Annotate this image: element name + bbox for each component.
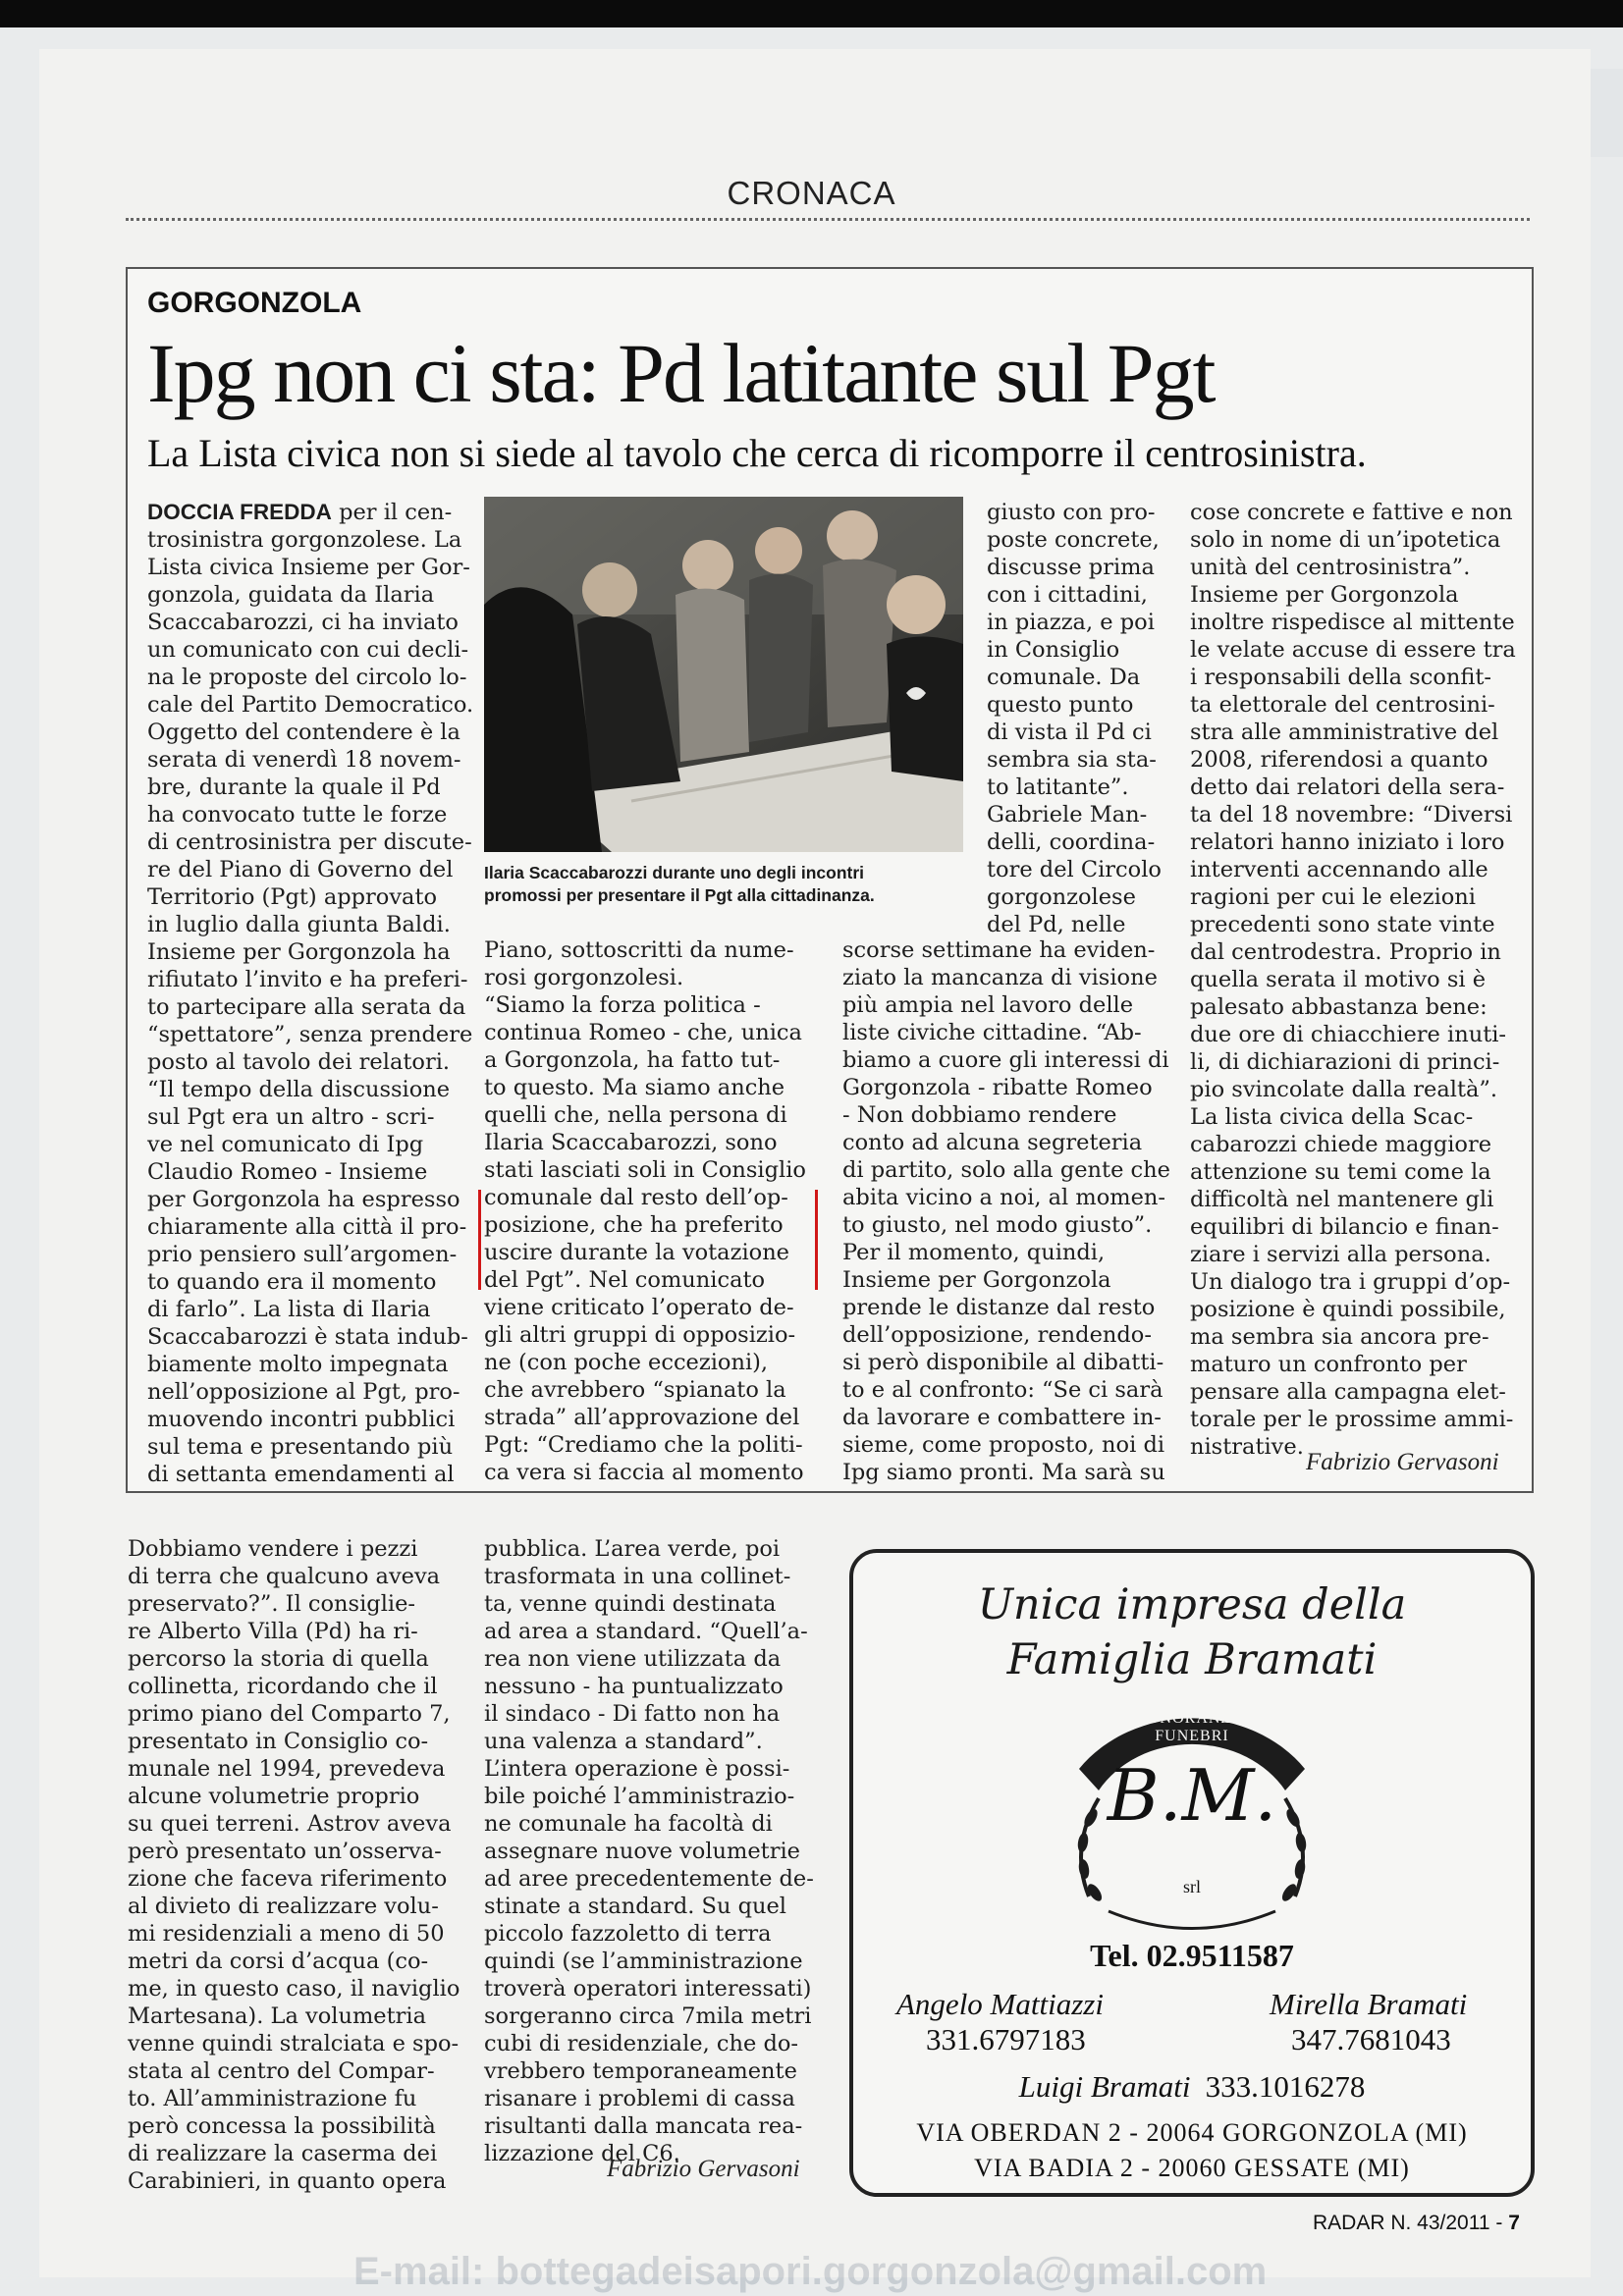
highlight-mark-right xyxy=(815,1190,818,1290)
ad-contact-3-number: 333.1016278 xyxy=(1205,2069,1366,2104)
scan-top-edge xyxy=(0,0,1623,27)
second-article-signature: Fabrizio Gervasoni xyxy=(607,2156,800,2182)
ad-monogram: B.M. xyxy=(1107,1754,1277,1837)
ad-contact-2-number: 347.7681043 xyxy=(1291,2022,1451,2056)
column-1-text: per il cen- trosinistra gorgonzolese. La Lista civica Insieme per Gor- gonzola, guidata da Ilaria Scaccabarozzi, ci ha inviato un comunicato con cui decli- na le proposte del circolo lo- cale del Partito Democratico. Oggetto del contendere è la serata di venerdì 18 novem- bre, durante la quale il Pd ha convocato tutte le forze di centrosinistra per discute- re del Piano di Governo del Territorio (Pgt) approvato in luglio dalla giunta Baldi. Insieme per Gorgonzola ha rifiutato l’invito e ha preferi- to partecipare alla serata da “spettatore”, senza prendere posto al tavolo dei relatori. “Il tempo della discussione sul Pgt era un altro - scri- ve nel comunicato di Ipg Claudio Romeo - Insieme per Gorgonzola ha espresso chiaramente alla città il pro- prio pensiero sull’argomen- to quando era il momento di farlo”. La lista di Ilaria Scaccabarozzi è stata indub- biamente molto impegnata nell’opposizione al Pgt, pro- muovendo incontri pubblici sul tema e presentando più di settanta emendamenti al xyxy=(147,500,474,1487)
ad-contact-2-name: Mirella Bramati xyxy=(1270,1987,1468,2021)
ad-title-line-2: Famiglia Bramati xyxy=(1006,1635,1378,1684)
ad-address-1: VIA OBERDAN 2 - 20064 GORGONZOLA (MI) xyxy=(916,2118,1468,2147)
ad-phone: Tel. 02.9511587 xyxy=(1090,1938,1294,1973)
article-kicker: GORGONZOLA xyxy=(147,287,362,319)
ad-contact-3-name: Luigi Bramati xyxy=(1018,2069,1191,2104)
second-article-column-1: Dobbiamo vendere i pezzi di terra che qualcuno aveva preservato?”. Il consiglie- re Alberto Villa (Pd) ha ri- percorso la storia di quella collinetta, ricordando che il primo piano del Comparto 7, presentato in Consiglio co- munale nel 1994, prevedeva alcune volumetrie proprio su quei terreni. Astrov aveva però presentato un’osserva- zione che faceva riferimento al divieto di realizzare volu- mi residenziali a meno di 50 metri da corsi d’acqua (co- me, in questo caso, il naviglio Martesana). La volumetria venne quindi stralciata e spo- stata al centro del Compar- to. All’amministrazione fu però concessa la possibilità di realizzare la caserma dei Carabinieri, in quanto opera xyxy=(128,1536,460,2194)
article-signature: Fabrizio Gervasoni xyxy=(1306,1449,1499,1475)
ad-contact-3 xyxy=(853,2069,1531,2105)
highlight-mark-left xyxy=(478,1190,481,1290)
ad-address-2: VIA BADIA 2 - 20060 GESSATE (MI) xyxy=(974,2154,1410,2182)
section-dotted-rule xyxy=(126,218,1530,221)
article-column-3-lower: scorse settimane ha eviden- ziato la mancanza di visione più ampia nel lavoro delle liste civiche cittadine. “Ab- biamo a cuore gli interessi di Gorgonzola - ribatte Romeo - Non dobbiamo rendere conto ad alcuna segreteria di partito, solo alla gente che abita vicino a noi, al momen- to giusto, nel modo giusto”. Per il momento, quindi, Insieme per Gorgonzola prende le distanze dal resto dell’opposizione, rendendo- si però disponibile al dibatti- to e al confronto: “Se ci sarà da lavorare e combattere in- sieme, come proposto, noi di Ipg siamo pronti. Ma sarà su xyxy=(842,937,1170,1485)
page-folio xyxy=(1313,2212,1520,2235)
article-column-3-upper: giusto con pro- poste concrete, discusse prima con i cittadini, in piazza, e poi in Consiglio comunale. Da questo punto di vista il Pd ci sembra sia sta- to latitante”. Gabriele Man- delli, coordina- tore del Circolo gorgonzolese del Pd, nelle xyxy=(987,500,1162,937)
article-photo xyxy=(484,497,963,852)
photo-illustration xyxy=(484,497,963,852)
ad-contact-1-number: 331.6797183 xyxy=(926,2022,1086,2056)
article-column-1 xyxy=(147,499,473,1488)
article-subhead: La Lista civica non si siede al tavolo che cerca di ricomporre il centrosinistra. xyxy=(147,431,1367,475)
photo-caption: Ilaria Scaccabarozzi durante uno degli incontri promossi per presentare il Pgt alla cittadinanza. xyxy=(484,863,875,905)
article-headline: Ipg non ci sta: Pd latitante sul Pgt xyxy=(147,326,1215,420)
lead-in: DOCCIA FREDDA xyxy=(147,500,332,524)
ad-contact-1-name: Angelo Mattiazzi xyxy=(896,1987,1104,2021)
article-column-2: Piano, sottoscritti da nume- rosi gorgonzolesi. “Siamo la forza politica - continua Romeo - che, unica a Gorgonzola, ha fatto tut- to questo. Ma siamo anche quelli che, nella persona di Ilaria Scaccabarozzi, sono stati lasciati soli in Consiglio comunale dal resto dell’op- posizione, che ha preferito uscire durante la votazione del Pgt”. Nel comunicato viene criticato l’operato de- gli altri gruppi di opposizio- ne (con poche eccezioni), che avrebbero “spianato la strada” all’approvazione del Pgt: “Crediamo che la politi- ca vera si faccia al momento xyxy=(484,937,806,1485)
ad-srl: srl xyxy=(1183,1877,1201,1896)
funeral-home-ad xyxy=(849,1549,1535,2197)
section-title: CRONACA xyxy=(727,175,896,211)
ad-title-line-1: Unica impresa della xyxy=(977,1580,1407,1629)
folio-label: RADAR N. 43/2011 - xyxy=(1313,2212,1503,2234)
ad-badge-arc-text: ONORANZE FUNEBRI xyxy=(1148,1710,1242,1744)
article-column-4: cose concrete e fattive e non solo in nome di un’ipotetica unità del centrosinistra”. Insieme per Gorgonzola inoltre rispedisce al mittente le velate accuse di essere tra i responsabili della sconfit- ta elettorale del centrosini- stra alle amministrative del 2008, riferendosi a quanto detto dai relatori della sera- ta del 18 novembre: “Diversi relatori hanno iniziato i loro interventi accennando alle ragioni per cui le elezioni precedenti sono state vinte dal centrodestra. Proprio in quella serata il motivo si è palesato abbastanza bene: due ore di chiacchiere inuti- li, di dichiarazioni di princi- pio svincolate dalla realtà”. La lista civica della Scac- cabarozzi chiede maggiore attenzione su temi come la difficoltà nel mantenere gli equilibri di bilancio e finan- ziare i servizi alla persona. Un dialogo tra i gruppi d’op- posizione è quindi possibile, ma sembra sia ancora pre- maturo un confronto per pensare alla campagna elet- torale per le prossime ammi- nistrative. xyxy=(1190,500,1516,1460)
bleed-through-email: E-mail: bottegadeisapori.gorgonzola@gmail.com xyxy=(353,2250,1268,2293)
page-number: 7 xyxy=(1508,2212,1520,2234)
second-article-column-2: pubblica. L’area verde, poi trasformata in una collinet- ta, venne quindi destinata ad area a standard. “Quell’a- rea non viene utilizzata da nessuno - ha puntualizzato il sindaco - Di fatto non ha una valenza a standard”. L’intera operazione è possi- bile poiché l’amministrazio- ne comunale ha facoltà di assegnare nuove volumetrie ad aree precedentemente de- stinate a standard. Su quel piccolo fazzoletto di terra quindi (se l’amministrazione troverà operatori interessati) sorgeranno circa 7mila metri cubi di residenziale, che do- vrebbero temporaneamente risanare i problemi di cassa risultanti dalla mancata rea- lizzazione del C6. xyxy=(484,1536,814,2166)
